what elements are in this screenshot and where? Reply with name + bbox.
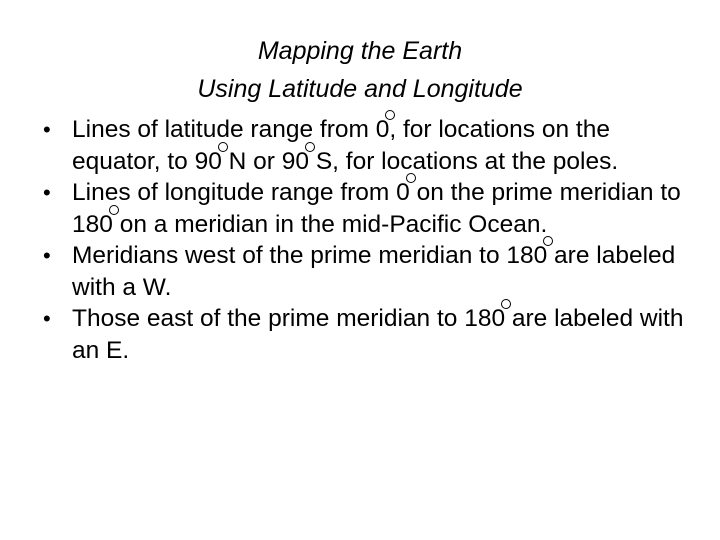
bullet-text: on a meridian in the mid-Pacific Ocean. — [112, 210, 548, 238]
bullet-item-east — [43, 303, 693, 366]
bullet-dot-icon: • — [43, 180, 51, 205]
slide-title — [0, 32, 720, 108]
bullet-text: Lines of longitude range from 0 — [72, 179, 410, 206]
bullet-text: , for locations on the equator, to 90 — [72, 116, 610, 175]
bullet-dot-icon: • — [43, 243, 51, 268]
bullet-text: Those east of the prime meridian to 180 — [72, 305, 506, 332]
bullet-list — [43, 114, 693, 366]
bullet-text: Lines of latitude range from 0 — [72, 116, 390, 143]
bullet-text: are labeled with an E. — [72, 305, 684, 364]
bullet-text: N or 90 — [221, 147, 310, 175]
bullet-text: S, for locations at the poles. — [309, 147, 619, 175]
title-line-1: Mapping the Earth — [257, 37, 463, 65]
bullet-item-west — [43, 240, 693, 303]
bullet-text: on the prime meridian to 180 — [72, 179, 681, 238]
bullet-dot-icon: • — [43, 117, 51, 142]
bullet-text: Meridians west of the prime meridian to 180 — [72, 242, 548, 269]
bullet-item-longitude — [43, 177, 693, 240]
bullet-item-latitude — [43, 114, 693, 177]
title-line-2: Using Latitude and Longitude — [197, 75, 523, 103]
bullet-dot-icon: • — [43, 306, 51, 331]
bullet-text: are labeled with a W. — [72, 242, 676, 301]
